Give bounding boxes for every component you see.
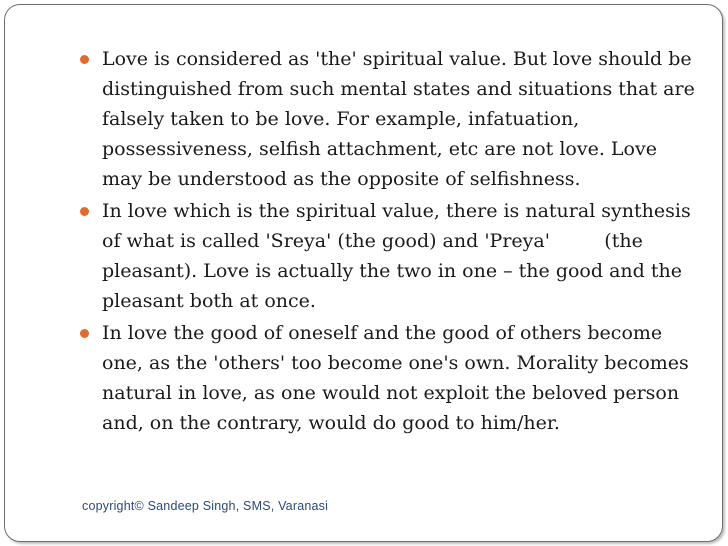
bullet-item — [78, 318, 698, 438]
bullet-text: In love the good of oneself and the good of others become one, as the 'others' too become one's own. Morality becomes natural in love, as one would not exploit the beloved person and, on the contrary, would do good to him/her. — [102, 322, 695, 434]
bullet-list — [78, 44, 701, 440]
bullet-item — [78, 196, 698, 316]
bullet-text: In love which is the spiritual value, there is natural synthesis of what is called 'Sreya' (the good) and 'Preya' (the pleasant). Love is actually the two in one – the good and the pleasant both at once. — [102, 200, 697, 312]
bullet-dot-icon — [80, 55, 89, 64]
copyright-footer: copyright© Sandeep Singh, SMS, Varanasi — [82, 499, 329, 513]
bullet-dot-icon — [80, 329, 89, 338]
bullet-item — [78, 44, 701, 194]
bullet-dot-icon — [80, 207, 89, 216]
bullet-text: Love is considered as 'the' spiritual value. But love should be distinguished from such mental states and situations that are falsely taken to be love. For example, infatuation, possessiveness, selfish attachment, etc are not love. Love may be understood as the opposite of selfishness. — [102, 48, 701, 190]
